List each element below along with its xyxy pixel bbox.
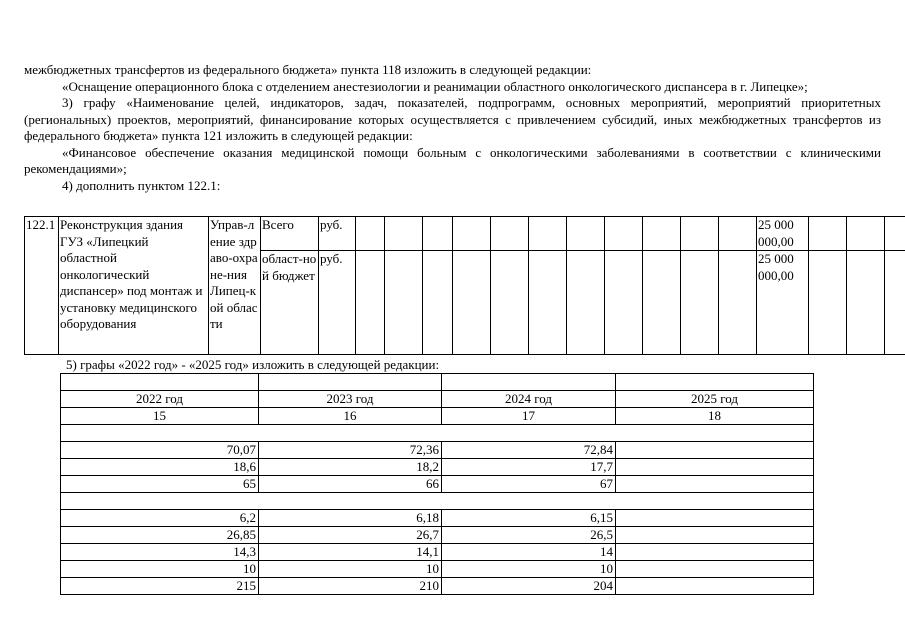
header-2023: 2023 год	[259, 391, 442, 408]
header-2024: 2024 год	[442, 391, 616, 408]
cell: 18,6	[61, 459, 259, 476]
cell: 14,3	[61, 544, 259, 561]
paragraph-3: 3) графу «Наименование целей, индикаторов, задач, показателей, подпрограмм, основных мероприятий, мероприятий приоритетных (региональных) проектов, мероприятий, финансирование которых осуществляется с привлечением субсидий, иных межбюджетных трансфертов из федерального бюджета» пункта 121 изложить в следующей редакции:	[24, 95, 881, 143]
source-total: Всего	[261, 217, 319, 251]
cell: 6,2	[61, 510, 259, 527]
cell	[616, 442, 814, 459]
cell	[616, 510, 814, 527]
table-row	[61, 578, 814, 595]
colnum-16: 16	[259, 408, 442, 425]
table-row	[61, 459, 814, 476]
table-row	[61, 561, 814, 578]
cell	[616, 527, 814, 544]
cell: 66	[259, 476, 442, 493]
cell: 26,85	[61, 527, 259, 544]
colnum-18: 18	[616, 408, 814, 425]
item-122-1-table	[24, 216, 905, 355]
header-2025: 2025 год	[616, 391, 814, 408]
table-row	[61, 493, 814, 510]
table-row	[61, 442, 814, 459]
cell: 17,7	[442, 459, 616, 476]
cell: 10	[442, 561, 616, 578]
cell: 18,2	[259, 459, 442, 476]
cell: 204	[442, 578, 616, 595]
item-name: Реконструкция здания ГУЗ «Липецкий областной онкологический диспансер» под монтаж и установку медицинского оборудования	[59, 217, 209, 355]
cell: 210	[259, 578, 442, 595]
item-executor: Управ-ление здраво-охране-ния Липец-кой области	[209, 217, 261, 355]
cell: 6,15	[442, 510, 616, 527]
cell: 26,5	[442, 527, 616, 544]
cell: 72,84	[442, 442, 616, 459]
amount-total: 25 000 000,00	[757, 217, 809, 251]
paragraph-4: «Финансовое обеспечение оказания медицинской помощи больным с онкологическими заболеваниями в соответствии с клиническими рекомендациями»;	[24, 144, 881, 176]
cell: 6,18	[259, 510, 442, 527]
colnum-17: 17	[442, 408, 616, 425]
table-row	[61, 425, 814, 442]
cell: 72,36	[259, 442, 442, 459]
cell	[616, 459, 814, 476]
cell: 26,7	[259, 527, 442, 544]
unit-regional: руб.	[319, 251, 356, 355]
years-table	[60, 373, 814, 595]
cell: 215	[61, 578, 259, 595]
cell	[616, 578, 814, 595]
cell: 70,07	[61, 442, 259, 459]
source-regional: област-ной бюджет	[261, 251, 319, 355]
table-row	[25, 217, 905, 251]
header-2022: 2022 год	[61, 391, 259, 408]
cell: 14	[442, 544, 616, 561]
paragraph-2: «Оснащение операционного блока с отделением анестезиологии и реанимации областного онкологического диспансера в г. Липецке»;	[62, 78, 808, 94]
table-row	[61, 374, 814, 391]
paragraph-1: межбюджетных трансфертов из федерального бюджета» пункта 118 изложить в следующей редакции:	[24, 62, 592, 77]
paragraph-6: 5) графы «2022 год» - «2025 год» изложить в следующей редакции:	[66, 357, 440, 372]
cell: 10	[259, 561, 442, 578]
cell	[616, 561, 814, 578]
unit-total: руб.	[319, 217, 356, 251]
cell	[616, 476, 814, 493]
paragraph-5: 4) дополнить пунктом 122.1:	[62, 177, 221, 193]
table-row	[61, 544, 814, 561]
table-number-row	[61, 408, 814, 425]
cell: 65	[61, 476, 259, 493]
table-row	[61, 510, 814, 527]
cell: 10	[61, 561, 259, 578]
item-number: 122.1	[25, 217, 59, 355]
table-header-row	[61, 391, 814, 408]
colnum-15: 15	[61, 408, 259, 425]
cell: 67	[442, 476, 616, 493]
document-text	[24, 62, 881, 194]
amount-regional: 25 000 000,00	[757, 251, 809, 355]
table-row	[61, 527, 814, 544]
cell	[616, 544, 814, 561]
table-row	[61, 476, 814, 493]
cell: 14,1	[259, 544, 442, 561]
